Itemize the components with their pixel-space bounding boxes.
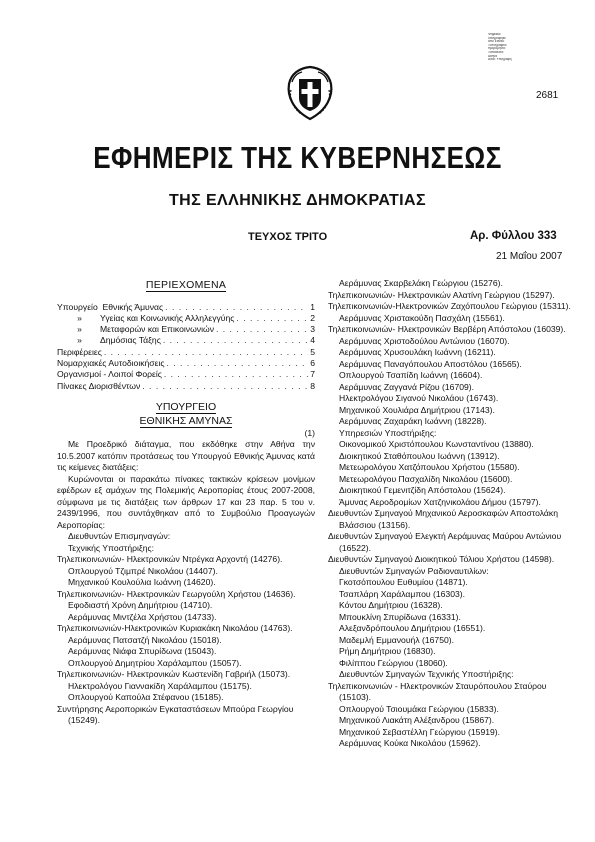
toc-leader-dots [163,335,308,347]
appointment-entry: Τηλεπικοινωνιών - Ηλεκτρονικών Σταυρόπουλου Σταύρου (15103). [328,680,547,702]
decree-ratification: Κυρώνονται οι παρακάτω πίνακες τακτικών κρίσεων μονίμων εφέδρων εξ αμάχων της Πολεμικής Αεροπορίας έτους 2007-2008, σύμφωνα με τις διατάξεις των άρθρων 17 και 23 παρ. 5 του ν. 2439/1996, που συντάχθηκαν από το Συμβούλιο Προαγωγών Αεροπορίας: [57,473,315,530]
toc-entry-label [57,369,162,381]
ditto-mark: » [77,324,82,335]
appointment-entry: Διοικητικού Γεμενιτζίδη Απόστολου (15624). [339,485,506,495]
toc-entry-label [57,347,102,359]
issue-number: Αρ. Φύλλου 333 [470,230,557,242]
appointment-entry: Συντήρησης Αεροπορικών Εγκαταστάσεων Μπούρα Γεωργίου (15249). [57,703,294,726]
appointment-entry: Αεράμυνας Χρυσουλάκη Ιωάννη (16211). [339,347,496,357]
appointment-entry: Αεράμυνας Ζαχαράκη Ιωάννη (18228). [339,416,487,426]
stamp-line: Αθήνα [488,54,498,58]
issue-date: 21 Μαΐου 2007 [496,251,563,262]
appointment-entry: Υπηρεσιών Υποστήριξης: [339,427,437,438]
toc-row[interactable] [57,369,315,380]
appointment-entry: Ηλεκτρολόγου Γιαννακίδη Χαράλαμπου (15175). [68,680,252,691]
appointment-entry: Μηχανικού Χουλιάρα Δημήτριου (17143). [339,404,495,415]
toc-page-number: 1 [310,301,315,312]
toc-heading: ΠΕΡΙΕΧΟΜΕΝΑ [145,279,227,291]
toc-page-number: 3 [310,324,315,335]
appointment-entry: Ηλεκτρολόγου Σιγανού Νικολάου (16743). [339,393,499,403]
appointment-entry: Αεράμυνας Πατσατζή Νικολάου (15018). [68,634,222,645]
toc-page-number: 7 [310,369,315,380]
appointment-entry: Αεράμυνας Ζαγγανά Ρίζου (16709). [339,381,475,392]
toc-row[interactable] [57,335,315,346]
stamp-line: Τοποθεσία: [488,50,504,54]
stamp-line: Τυπογραφείο [488,43,507,47]
appointment-entry: Διευθυντών Σμηναγών Τεχνικής Υποστήριξης: [339,669,514,679]
appointment-entry: Τηλεπικοινωνιών-Ηλεκτρονικών Κυριακάκη Νικολάου (14763). [57,623,293,634]
appointment-entry: Τηλεπικοινωνιών- Ηλεκτρονικών Ντρέγκα Αρχοντή (14276). [57,554,283,565]
appointment-entry: Μαδεμλή Εμμανουήλ (16750). [339,634,455,645]
appointment-entry: Αεράμυνας Χριστοδούλου Αντώνιου (16070). [339,335,510,346]
stamp-line: Ψηφιακά [488,33,501,36]
appointment-entry: Τηλεπικοινωνιών- Ηλεκτρονικών Κωστενίδη Γαβριήλ (15073). [57,669,291,680]
toc-leader-dots [104,347,308,359]
appointment-entry: Άμυνας Αεροδρομίων Χατζηνικολάου Δήμου (15797). [339,496,541,507]
appointment-entry: Μηχανικού Λιακάτη Αλέξανδρου (15867). [339,715,495,725]
appointment-entry: Οπλουργού Τζιμπρέ Νικολάου (14407). [68,565,218,576]
stamp-line: από Εθνικό [488,40,505,44]
toc-entry-text: Πίνακες Διορισθέντων [57,380,141,391]
appointment-entry: Τηλεπικοινωνιών- Ηλεκτρονικών Αλατίνη Γεώργιου (15297). [328,289,555,300]
toc-leader-dots [164,369,308,381]
appointment-entry: Διευθυντών Σμηναγού Διοικητικού Τόλιου Χρήστου (14598). [328,554,555,564]
toc-entry-label [57,313,234,325]
toc-entry-label [57,381,140,393]
toc-entry-label [57,302,163,314]
toc-row[interactable] [57,381,315,392]
left-column [57,280,315,727]
appointment-entry: Διοικητικού Σταθόπουλου Ιωάννη (13912). [339,450,500,461]
toc-leader-dots [216,324,308,336]
toc-entry-text: Περιφέρειες [57,346,102,357]
toc-page-number: 5 [310,346,315,357]
digital-signature-stamp [488,33,536,62]
toc-entry-label [57,335,161,347]
appointment-entry: Διευθυντών Σμηναγών Ραδιοναυτιλίων: [339,565,489,576]
right-column [328,278,574,750]
toc-leader-dots [165,302,308,314]
appointment-entry: Τσαπλάρη Χαράλαμπου (16303). [339,588,466,599]
toc-entry-text: Οργανισμοί - Λοιποί Φορείς [57,369,162,380]
ditto-mark: » [77,312,82,323]
appointment-entry: Τηλεπικοινωνιών- Ηλεκτρονικών Βερβέρη Απόστολου (16039). [328,324,566,334]
appointment-entry: Εφοδιαστή Χρόνη Δημήτριου (14710). [68,600,213,611]
toc-entry-sublabel: Εθνικής Άμυνας [102,301,164,312]
appointment-entry: Τηλεπικοινωνιών- Ηλεκτρονικών Γεωργούλη Χρήστου (14636). [57,588,296,599]
appointment-entry: Αεράμυνας Χριστακούδη Πασχάλη (15561). [339,312,505,323]
appointment-entry: Οικονομικού Χριστόπουλου Κωνσταντίνου (13880). [339,439,534,449]
left-appointment-list [57,531,315,727]
toc-entry-label [57,358,165,370]
toc-row[interactable] [57,313,315,324]
ministry-heading-line2: ΕΘΝΙΚΗΣ ΑΜΥΝΑΣ [139,414,233,427]
table-of-contents [57,302,315,392]
toc-entry-text: Δημόσιας Τάξης [100,335,161,346]
appointment-entry: Αεράμυνας Νιάφα Σπυρίδωνα (15043). [68,646,217,657]
right-appointment-list [328,278,574,750]
decree-intro: Με Προεδρικό διάταγμα, που εκδόθηκε στην Αθήνα την 10.5.2007 κατόπιν προτάσεως του Υπουργού Εθνικής Άμυνας κατά τις κείμενες διατάξεις: [57,439,315,473]
appointment-entry: Αεράμυνας Κούκα Νικολάου (15962). [339,738,481,748]
toc-row[interactable] [57,347,315,358]
toc-entry-label [57,324,214,336]
toc-row[interactable] [57,358,315,369]
appointment-entry: Οπλουργού Τσιουμάκα Γεώργιου (15833). [339,703,499,714]
toc-entry-text: Υγείας και Κοινωνικής Αλληλεγγύης [100,312,235,323]
toc-entry-text: Υπουργείο [57,301,98,312]
toc-entry-text: Νομαρχιακές Αυτοδιοικήσεις [57,357,165,368]
ministry-heading-line1: ΥΠΟΥΡΓΕΙΟ [155,400,217,413]
appointment-entry: Αεράμυνας Μιντζέλα Χρήστου (14733). [68,611,217,622]
appointment-entry: Γκοτσόπουλου Ευθυμίου (14871). [339,577,468,587]
ditto-mark: » [77,335,82,346]
gazette-subtitle: ΤΗΣ ΕΛΛΗΝΙΚΗΣ ΔΗΜΟΚΡΑΤΙΑΣ [169,192,426,209]
decision-number: (1) [304,427,315,438]
appointment-entry: Κόντου Δημήτριου (16328). [339,600,443,610]
appointment-entry: Οπλουργού Τσαπίδη Ιωάννη (16604). [339,370,483,380]
stamp-line: Ημερομηνία: [488,47,506,51]
issue-type: ΤΕΥΧΟΣ ΤΡΙΤΟ [248,231,328,243]
stamp-line: υπογράφηκε [488,36,506,40]
appointment-entry: Μετεωρολόγου Χατζόπουλου Χρήστου (15580). [339,462,520,472]
appointment-entry: Αλεξανδρόπουλου Δημήτριου (16551). [339,623,486,633]
appointment-entry: Μετεωρολόγου Πασχαλίδη Νικολάου (15600). [339,473,513,484]
stamp-line: Αιτία: Υπογραφή [488,58,512,62]
gazette-title: ΕΦΗΜΕΡΙΣ ΤΗΣ ΚΥΒΕΡΝΗΣΕΩΣ [93,140,502,175]
toc-page-number: 8 [310,380,315,391]
appointment-entry: Φιλίππου Γεώργιου (18060). [339,657,448,668]
toc-leader-dots [167,358,309,370]
toc-entry-text: Μεταφορών και Επικοινωνιών [100,324,214,335]
toc-page-number: 6 [310,357,315,368]
toc-row[interactable] [57,302,315,313]
toc-page-number: 4 [310,335,315,346]
appointment-entry: Ρήμη Δημήτριου (16830). [339,646,436,656]
toc-leader-dots [236,313,308,325]
toc-row[interactable] [57,324,315,335]
appointment-entry: Οπλουργού Καπούλα Στέφανου (15185). [68,692,224,703]
appointment-entry: Διευθυντών Επισμηναγών: [68,531,171,542]
appointment-entry: Μπουκλίνη Σπυρίδωνα (16331). [339,611,461,622]
appointment-entry: Διευθυντών Σμηναγού Μηχανικού Αεροσκαφών Αποστολάκη Βλάσσιου (13156). [328,508,558,530]
appointment-entry: Οπλουργού Δημητρίου Χαράλαμπου (15057). [68,657,242,668]
toc-page-number: 2 [310,312,315,323]
greek-coat-of-arms-emblem [285,64,335,122]
page-number: 2681 [536,90,559,101]
appointment-entry: Τεχνικής Υποστήριξης: [68,542,155,553]
appointment-entry: Τηλεπικοινωνιών-Ηλεκτρονικών Ζαχόπουλου Γεώργιου (15311). [328,301,571,311]
appointment-entry: Διευθυντών Σμηναγού Ελεγκτή Αεράμυνας Μαύρου Αντώνιου (16522). [328,531,562,553]
toc-leader-dots [142,381,308,393]
appointment-entry: Αεράμυνας Παναγόπουλου Αποστόλου (16565). [339,358,522,369]
appointment-entry: Αεράμυνας Σκαρβελάκη Γεώργιου (15276). [339,278,503,288]
appointment-entry: Μηχανικού Σεβαστέλλη Γεώργιου (15919). [339,726,501,737]
appointment-entry: Μηχανικού Κουλούλια Ιωάννη (14620). [68,577,216,588]
